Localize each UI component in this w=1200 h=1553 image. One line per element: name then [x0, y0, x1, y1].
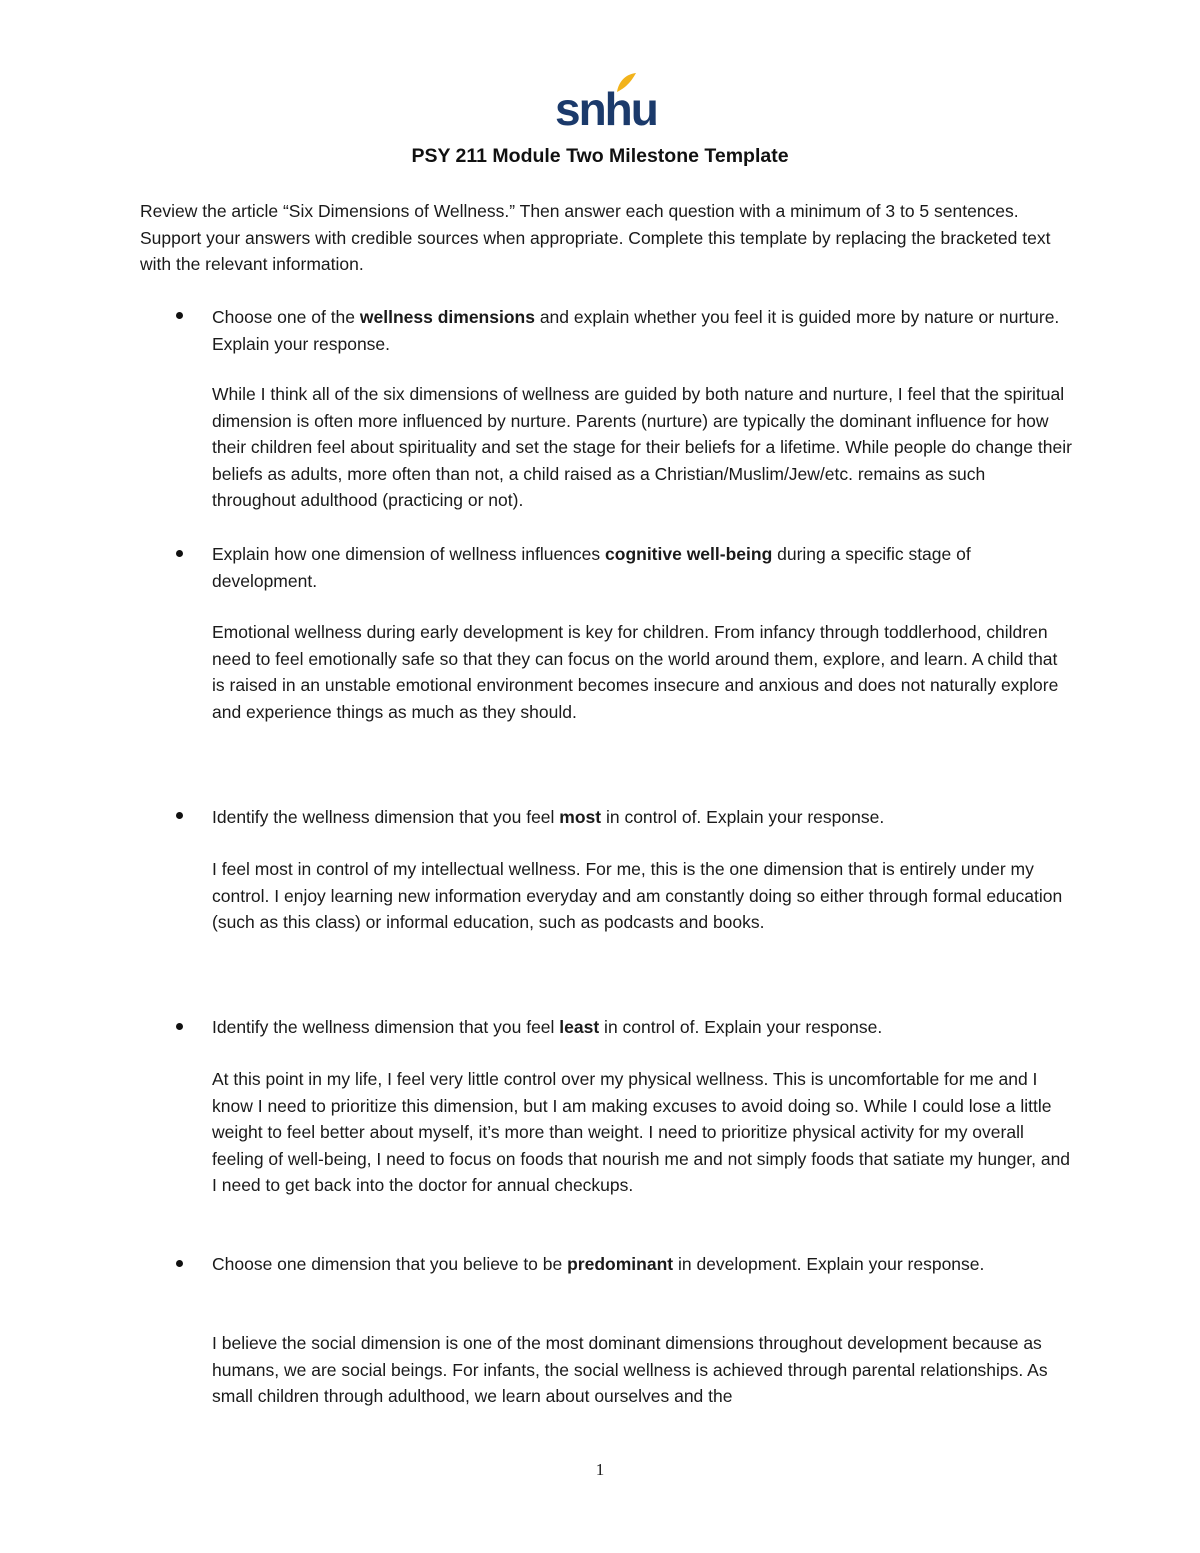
logo-text: snhu	[555, 83, 657, 135]
bullet-icon	[176, 812, 183, 819]
question-prompt: Identify the wellness dimension that you feel most in control of. Explain your response.	[212, 807, 885, 827]
answer-text: I feel most in control of my intellectual wellness. For me, this is the one dimension that is entirely under my control. I enjoy learning new information everyday and am constantly doing so either through formal education (such as this class) or informal education, such as podcasts and books.	[212, 859, 1063, 932]
page-number: 1	[595, 1460, 605, 1479]
answer-text: While I think all of the six dimensions of wellness are guided by both nature and nurture, I feel that the spiritual dimension is often more influenced by nurture. Parents (nurture) are typically the dominant influence for how their children feel about spirituality and set the stage for their beliefs for a lifetime. While people do change their beliefs as adults, more often than not, a child raised as a Christian/Muslim/Jew/etc. remains as such throughout adulthood (practicing or not).	[212, 384, 1072, 510]
bullet-icon	[176, 1260, 183, 1267]
answer-text: I believe the social dimension is one of the most dominant dimensions throughout development because as humans, we are social beings. For infants, the social wellness is achieved through parental relationships. As small children through adulthood, we learn about ourselves and the	[212, 1333, 1048, 1406]
answer-text: Emotional wellness during early development is key for children. From infancy through toddlerhood, children need to feel emotionally safe so that they can focus on the world around them, explore, and learn. A child that is raised in an unstable emotional environment becomes insecure and anxious and does not naturally explore and experience things as much as they should.	[212, 622, 1059, 722]
bullet-icon	[176, 312, 183, 319]
question-prompt: Explain how one dimension of wellness influences cognitive well-being during a specific stage of development.	[212, 544, 971, 591]
answer-text: At this point in my life, I feel very little control over my physical wellness. This is uncomfortable for me and I know I need to prioritize this dimension, but I am making excuses to avoid doing so. While I could lose a little weight to feel better about myself, it’s more than weight. I need to prioritize physical activity for my overall feeling of well-being, I need to focus on foods that nourish me and not simply foods that satiate my hunger, and I need to get back into the doctor for annual checkups.	[212, 1069, 1071, 1195]
intro-paragraph: Review the article “Six Dimensions of Wellness.” Then answer each question with a minimum of 3 to 5 sentences. Support your answers with credible sources when appropriate. Complete this template by replacing the bracketed text with the relevant information.	[140, 201, 1051, 274]
page-title: PSY 211 Module Two Milestone Template	[411, 145, 789, 167]
question-prompt: Choose one of the wellness dimensions and explain whether you feel it is guided more by nature or nurture. Explain your response.	[212, 307, 1060, 354]
question-prompt: Choose one dimension that you believe to be predominant in development. Explain your response.	[212, 1254, 985, 1274]
question-prompt: Identify the wellness dimension that you feel least in control of. Explain your response.	[212, 1017, 883, 1037]
bullet-icon	[176, 550, 183, 557]
bullet-icon	[176, 1023, 183, 1030]
snhu-logo	[555, 72, 657, 135]
